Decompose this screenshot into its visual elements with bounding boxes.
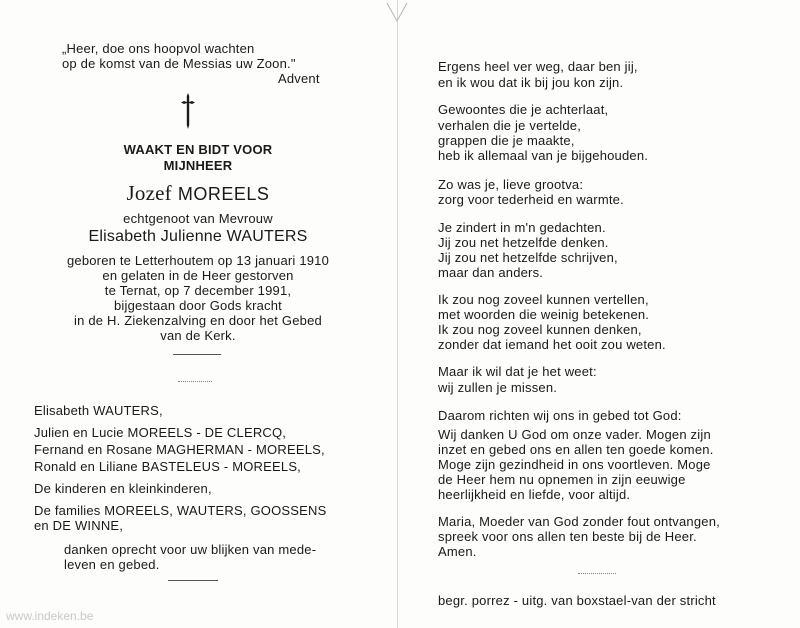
poem-line: Jij zou net hetzelfde denken. <box>438 235 609 250</box>
quote-source: Advent <box>278 71 320 86</box>
printer-credit: begr. porrez - uitg. van boxstael-van der stricht <box>438 593 716 608</box>
mary-line: Maria, Moeder van God zonder fout ontvangen, <box>438 514 720 529</box>
detail-line: van de Kerk. <box>160 328 236 343</box>
poem-line: Ik zou nog zoveel kunnen vertellen, <box>438 292 649 307</box>
cross-icon <box>180 92 196 130</box>
poem-line: Ergens heel ver weg, daar ben jij, <box>438 59 638 74</box>
poem-line: grappen die je maakte, <box>438 133 575 148</box>
watermark: www.indeken.be <box>6 609 94 623</box>
family-line: Elisabeth WAUTERS, <box>34 403 163 418</box>
poem-line: Ik zou nog zoveel kunnen denken, <box>438 322 642 337</box>
family-line: De kinderen en kleinkinderen, <box>34 481 212 496</box>
prayer-intro: Daarom richten wij ons in gebed tot God: <box>438 408 682 423</box>
right-panel <box>400 0 800 628</box>
family-line: De families MOREELS, WAUTERS, GOOSSENS <box>34 503 327 518</box>
family-line: Fernand en Rosane MAGHERMAN - MOREELS, <box>34 442 325 457</box>
detail-line: geboren te Letterhoutem op 13 januari 1910 <box>66 253 330 268</box>
poem-line: verhalen die je vertelde, <box>438 118 582 133</box>
poem-line: Je zindert in m'n gedachten. <box>438 220 606 235</box>
poem-line: zonder dat iemand het ooit zou weten. <box>438 337 666 352</box>
poem-line: wij zullen je missen. <box>438 380 558 395</box>
prayer-line: heerlijkheid en liefde, voor altijd. <box>438 487 631 502</box>
divider-dotted <box>578 573 616 575</box>
quote-line-1: „Heer, doe ons hoopvol wachten <box>62 41 255 56</box>
detail-line: te Ternat, op 7 december 1991, <box>104 283 292 298</box>
poem-line: met woorden die weinig betekenen. <box>438 307 650 322</box>
poem-line: Gewoontes die je achterlaat, <box>438 102 609 117</box>
quote-line-2: op de komst van de Messias uw Zoon." <box>62 56 296 71</box>
prayer-line: Wij danken U God om onze vader. Mogen zijn <box>438 427 711 442</box>
prayer-line: de Heer hem nu opnemen in zijn eeuwige <box>438 472 686 487</box>
divider <box>168 580 218 581</box>
intro-line-2: MIJNHEER <box>163 158 233 173</box>
detail-line: bijgestaan door Gods kracht <box>114 298 282 313</box>
family-line: Ronald en Liliane BASTELEUS - MOREELS, <box>34 459 301 474</box>
prayer-line: inzet en gebed ons en allen ten goede komen. <box>438 442 714 457</box>
poem-line: maar dan anders. <box>438 265 544 280</box>
deceased-name <box>0 181 396 206</box>
detail-line: en gelaten in de Heer gestorven <box>102 268 294 283</box>
mary-line: spreek voor ons allen ten beste bij de Heer. <box>438 529 697 544</box>
thanks-line-2: leven en gebed. <box>64 557 160 572</box>
spouse-name: Elisabeth Julienne WAUTERS <box>88 228 308 245</box>
deceased-last-name: MOREELS <box>177 184 270 204</box>
poem-line: Maar ik wil dat je het weet: <box>438 364 597 379</box>
family-line: en DE WINNE, <box>34 518 124 533</box>
family-line: Julien en Lucie MOREELS - DE CLERCQ, <box>34 425 287 440</box>
poem-line: en ik wou dat ik bij jou kon zijn. <box>438 75 624 90</box>
deceased-first-name: Jozef <box>126 181 172 205</box>
divider <box>173 354 221 355</box>
poem-line: Jij zou net hetzelfde schrijven, <box>438 250 618 265</box>
detail-line: in de H. Ziekenzalving en door het Gebed <box>74 313 322 328</box>
poem-line: zorg voor tederheid en warmte. <box>438 192 624 207</box>
mary-line: Amen. <box>438 544 477 559</box>
poem-line: heb ik allemaal van je bijgehouden. <box>438 148 649 163</box>
fold-line <box>397 0 398 628</box>
spouse-label: echtgenoot van Mevrouw <box>123 211 273 226</box>
thanks-line-1: danken oprecht voor uw blijken van mede- <box>64 542 317 557</box>
prayer-line: Moge zijn gezindheid in ons voortleven. Moge <box>438 457 711 472</box>
intro-line-1: WAAKT EN BIDT VOOR <box>123 142 273 157</box>
poem-line: Zo was je, lieve grootva: <box>438 177 584 192</box>
left-panel <box>0 0 396 628</box>
divider-dotted <box>178 381 212 383</box>
